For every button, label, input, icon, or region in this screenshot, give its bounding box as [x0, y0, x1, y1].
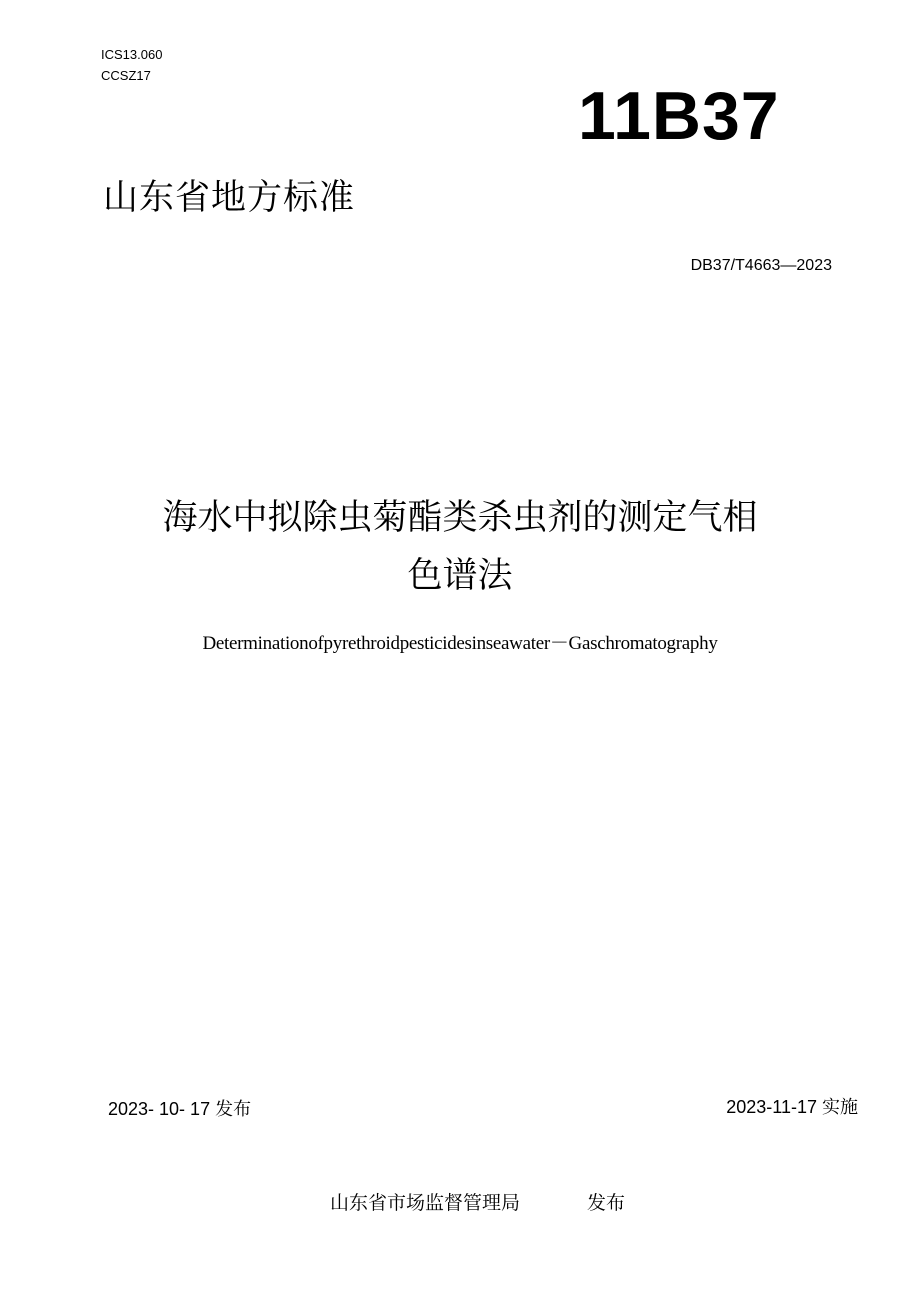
- document-title-en: Determinationofpyrethroidpesticidesinseawater－Gaschromatography: [202, 633, 718, 654]
- standard-number: DB37/T4663—2023: [690, 257, 832, 274]
- standard-code-large: 11B37: [578, 78, 780, 154]
- ics-code: ICS13.060: [101, 47, 163, 62]
- title-cn-line2: 色谱法: [407, 556, 513, 596]
- issue-action: 发布: [587, 1192, 626, 1214]
- title-cn-line1: 海水中拟除虫菊酯类杀虫剂的测定气相: [162, 498, 758, 538]
- document-title-cn: [0, 489, 920, 605]
- publish-date: 2023- 10- 17 发布: [108, 1099, 252, 1119]
- standard-type: 山东省地方标准: [103, 178, 356, 218]
- issuing-authority: 山东省市场监督管理局: [330, 1192, 521, 1214]
- ccs-code: CCSZ17: [101, 68, 151, 83]
- effective-date: 2023-11-17 实施: [726, 1097, 858, 1117]
